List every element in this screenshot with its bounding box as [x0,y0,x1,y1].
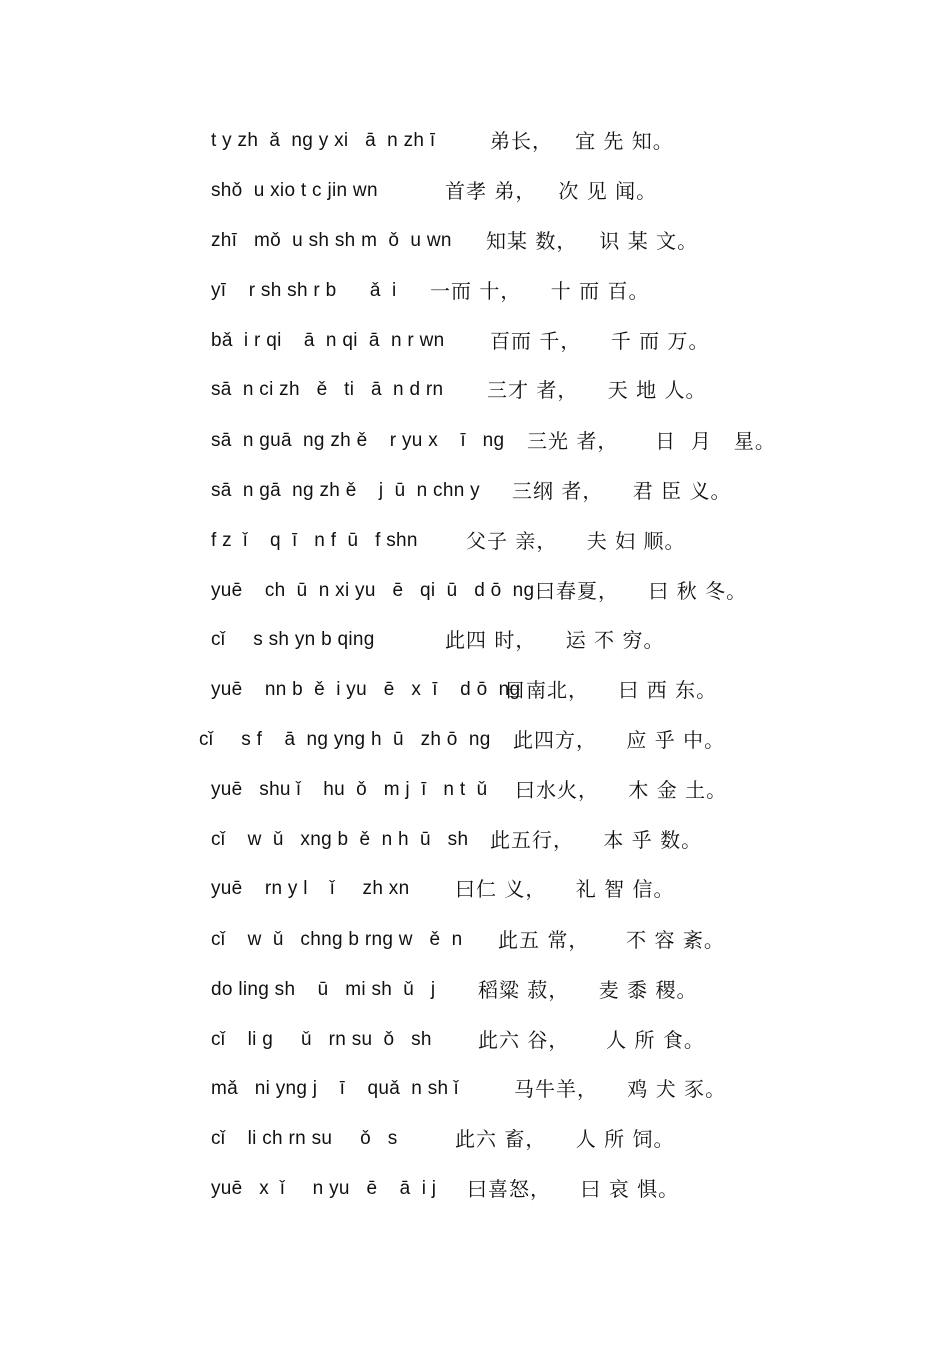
text-line [0,471,950,511]
text-line [0,720,950,760]
hanzi-text: 此四方， 应 乎 中。 [513,728,726,752]
text-line [0,571,950,611]
text-line [0,321,950,361]
hanzi-text: 弟长， 宜 先 知。 [490,129,674,153]
text-line [0,121,950,161]
hanzi-text: 三纲 者， 君 臣 义。 [512,479,732,503]
pinyin-text: sā n guā ng zh ě r yu x ī ng [211,430,505,451]
hanzi-text: 百而 千， 千 而 万。 [490,329,710,353]
hanzi-text: 此五 常， 不 容 紊。 [498,928,725,952]
pinyin-text: yuē x ǐ n yu ē ā i j [211,1178,437,1199]
pinyin-text: yī r sh sh r b ǎ i [211,280,397,301]
pinyin-text: cǐ w ǔ chng b rng w ě n [211,929,463,950]
text-line [0,869,950,909]
hanzi-text: 曰南北， 曰 西 东。 [505,678,718,702]
text-line [0,1020,950,1060]
text-line [0,171,950,211]
text-line [0,221,950,261]
text-line [0,920,950,960]
text-line [0,421,950,461]
pinyin-text: do ling sh ū mi sh ǔ j [211,979,436,1000]
hanzi-text: 三光 者， 日 月 星。 [527,429,776,453]
pinyin-text: yuē nn b ě i yu ē x ī d ō ng [211,679,521,700]
hanzi-text: 三才 者， 天 地 人。 [487,378,707,402]
pinyin-text: yuē rn y l ǐ zh xn [211,878,410,899]
text-line [0,1169,950,1209]
text-line [0,370,950,410]
hanzi-text: 此六 谷， 人 所 食。 [478,1028,705,1052]
hanzi-text: 此五行， 本 乎 数。 [490,828,703,852]
hanzi-text: 此四 时， 运 不 穷。 [445,628,665,652]
text-line [0,1119,950,1159]
pinyin-text: yuē shu ǐ hu ǒ m j ī n t ǔ [211,779,488,800]
text-line [0,1069,950,1109]
pinyin-text: shǒ u xio t c jin wn [211,180,378,201]
hanzi-text: 马牛羊， 鸡 犬 豕。 [514,1077,727,1101]
hanzi-text: 稻粱 菽， 麦 黍 稷。 [478,978,698,1002]
pinyin-text: cǐ li ch rn su ǒ s [211,1128,398,1149]
pinyin-text: sā n gā ng zh ě j ū n chn y [211,480,480,501]
pinyin-text: f z ǐ q ī n f ū f shn [211,530,418,551]
text-line [0,271,950,311]
hanzi-text: 一而 十， 十 而 百。 [430,279,650,303]
hanzi-text: 曰水火， 木 金 土。 [515,778,728,802]
pinyin-text: t y zh ǎ ng y xi ā n zh ī [211,130,436,151]
pinyin-text: bǎ i r qi ā n qi ā n r wn [211,330,445,351]
pinyin-text: cǐ w ǔ xng b ě n h ū sh [211,829,469,850]
text-line [0,820,950,860]
pinyin-text: yuē ch ū n xi yu ē qi ū d ō ng [211,580,535,601]
pinyin-text: cǐ s sh yn b qing [211,629,375,650]
hanzi-text: 曰春夏， 曰 秋 冬。 [535,579,748,603]
hanzi-text: 首孝 弟， 次 见 闻。 [445,179,658,203]
hanzi-text: 曰喜怒， 曰 哀 惧。 [467,1177,680,1201]
pinyin-text: zhī mǒ u sh sh m ǒ u wn [211,230,452,251]
pinyin-text: cǐ li g ǔ rn su ǒ sh [211,1029,432,1050]
text-line [0,521,950,561]
hanzi-text: 知某 数， 识 某 文。 [486,229,699,253]
text-line [0,970,950,1010]
text-line [0,620,950,660]
hanzi-text: 曰仁 义， 礼 智 信。 [455,877,675,901]
hanzi-text: 父子 亲， 夫 妇 顺。 [466,529,686,553]
text-line [0,670,950,710]
pinyin-text: mǎ ni yng j ī quǎ n sh ǐ [211,1078,459,1099]
text-line [0,770,950,810]
hanzi-text: 此六 畜， 人 所 饲。 [455,1127,675,1151]
pinyin-text: cǐ s f ā ng yng h ū zh ō ng [199,729,491,750]
pinyin-text: sā n ci zh ě ti ā n d rn [211,379,444,400]
